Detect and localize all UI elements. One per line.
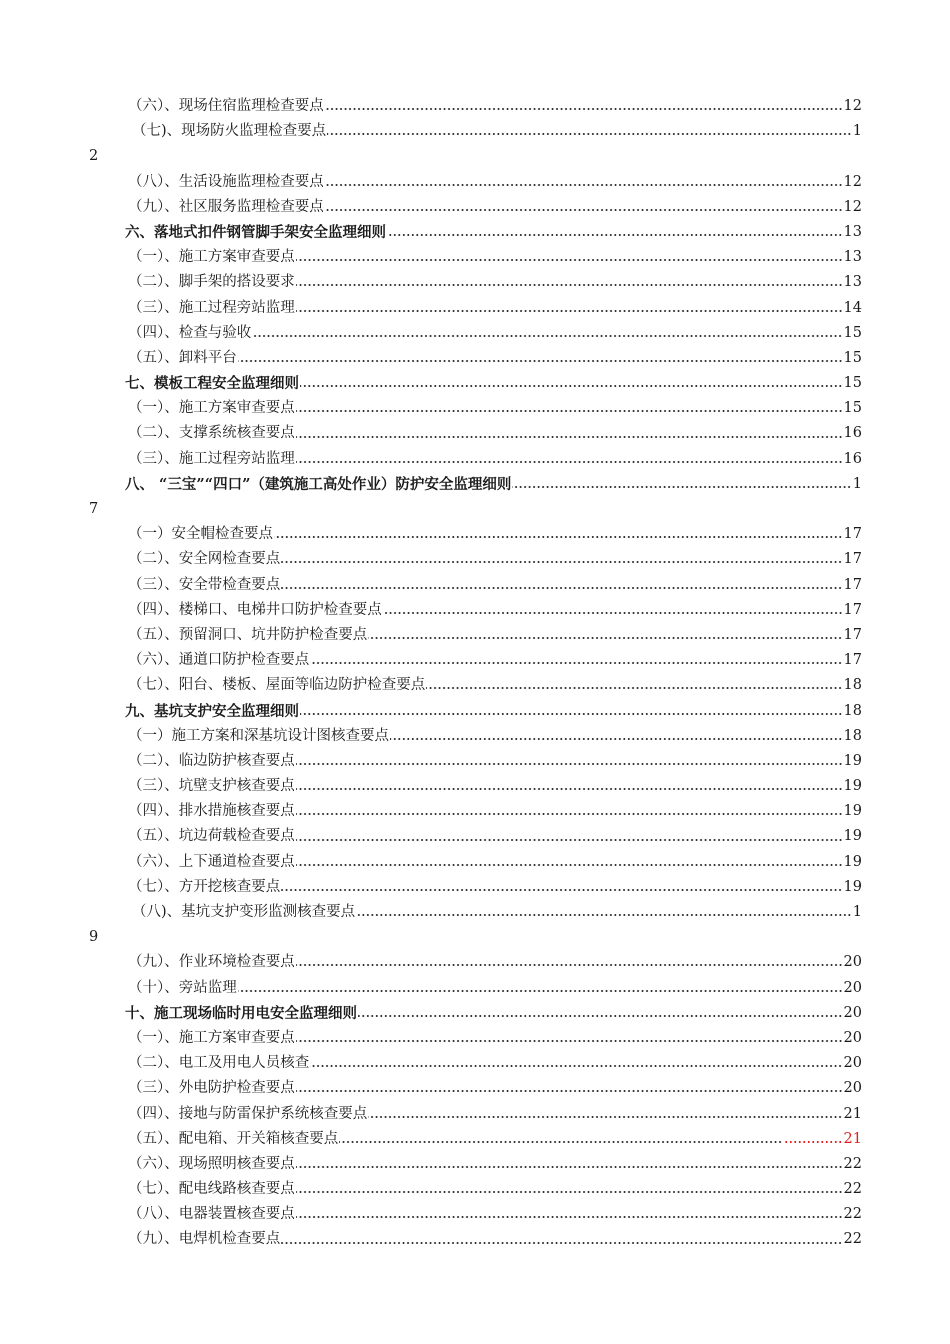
toc-entry-title: （一）、施工方案审查要点	[128, 1029, 295, 1046]
toc-entry-title: 六、落地式扣件钢管脚手架安全监理细则	[125, 223, 386, 241]
toc-dot-leader	[296, 1216, 843, 1218]
toc-page-number: 22	[843, 1155, 862, 1172]
toc-entry-line	[128, 1127, 862, 1152]
toc-section-entry[interactable]	[0, 94, 950, 119]
toc-page-number: 22	[843, 1181, 862, 1198]
toc-dot-leader	[296, 436, 843, 438]
toc-entry-title: （二）、电工及用电人员核查	[128, 1055, 310, 1072]
toc-page-number: 19	[843, 778, 862, 795]
toc-entry-title: （一）、施工方案审查要点	[128, 249, 295, 266]
toc-section-entry[interactable]	[0, 396, 950, 421]
toc-dot-leader	[281, 889, 842, 891]
toc-page-number-continued: 9	[89, 929, 99, 946]
toc-section-entry[interactable]	[0, 976, 950, 1001]
toc-dot-leader	[296, 284, 843, 286]
toc-section-entry[interactable]	[0, 270, 950, 295]
toc-entry-title: （二）、安全网检查要点	[128, 551, 281, 568]
toc-entry-title: （三）、安全带检查要点	[128, 576, 281, 593]
toc-dot-leader-highlight	[784, 1141, 844, 1143]
toc-chapter-entry[interactable]	[0, 1001, 950, 1026]
toc-page-number: 1	[852, 475, 862, 492]
toc-section-entry[interactable]	[0, 1177, 950, 1202]
toc-page-number: 13	[843, 274, 862, 291]
toc-dot-leader	[383, 612, 843, 614]
toc-entry-title: （六）、上下通道检查要点	[128, 853, 295, 870]
toc-entry-line	[128, 195, 862, 220]
toc-page-number: 19	[843, 878, 862, 895]
toc-entry-title: （五）、配电箱、开关箱核查要点	[128, 1130, 339, 1147]
toc-page-number: 15	[843, 324, 862, 341]
toc-page-number: 19	[843, 803, 862, 820]
toc-entry-title: 九、基坑支护安全监理细则	[125, 702, 299, 720]
toc-entry-line	[128, 547, 862, 572]
toc-entry-title: （四）、楼梯口、电梯井口防护检查要点	[128, 601, 382, 618]
toc-dot-leader	[390, 738, 843, 740]
toc-entry-line	[128, 94, 862, 119]
toc-section-entry[interactable]	[0, 421, 950, 446]
toc-entry-title: （六）、通道口防护检查要点	[128, 652, 310, 669]
toc-entry-line	[128, 1202, 862, 1227]
toc-page-number: 15	[843, 375, 862, 392]
toc-dot-leader	[296, 864, 843, 866]
toc-page-number: 19	[843, 853, 862, 870]
toc-entry-title: （一）、施工方案审查要点	[128, 400, 295, 417]
toc-dot-leader	[356, 914, 852, 916]
toc-chapter-entry[interactable]	[0, 371, 950, 396]
toc-entry-line	[128, 724, 862, 749]
toc-dot-leader	[296, 788, 843, 790]
toc-entry-line	[125, 472, 862, 497]
toc-page-number: 15	[843, 400, 862, 417]
toc-dot-leader	[426, 687, 842, 689]
toc-dot-leader	[512, 486, 851, 488]
toc-section-entry[interactable]	[0, 724, 950, 749]
toc-dot-leader	[296, 461, 843, 463]
toc-entry-line	[128, 573, 862, 598]
toc-entry-line	[128, 648, 862, 673]
toc-page-number: 13	[843, 223, 862, 240]
toc-entry-line	[125, 699, 862, 724]
toc-page-number: 18	[843, 727, 862, 744]
toc-page-number-continued: 7	[89, 501, 99, 517]
toc-page-number: 21	[843, 1105, 862, 1122]
toc-dot-leader	[238, 990, 843, 992]
toc-dot-leader	[296, 839, 843, 841]
toc-page-number: 17	[843, 652, 862, 669]
toc-dot-leader	[368, 637, 842, 639]
toc-entry-title: 七、模板工程安全监理细则	[125, 375, 299, 393]
toc-entry-title: （五）、坑边荷载检查要点	[128, 828, 295, 845]
toc-page-number: 17	[843, 551, 862, 568]
toc-dot-leader	[296, 1166, 843, 1168]
toc-entry-line	[125, 1001, 862, 1026]
toc-section-entry[interactable]	[0, 119, 950, 144]
toc-entry-title: （四）、接地与防雷保护系统核查要点	[128, 1105, 368, 1122]
toc-entry-line	[128, 598, 862, 623]
toc-page-number: 17	[843, 526, 862, 543]
toc-chapter-entry[interactable]	[0, 472, 950, 497]
toc-section-entry[interactable]	[0, 598, 950, 623]
toc-page-number: 20	[843, 979, 862, 996]
toc-entry-line	[128, 522, 862, 547]
toc-dot-leader	[296, 1040, 843, 1042]
toc-dot-leader	[300, 713, 843, 715]
toc-entry-title: 八、 “三宝”“四口”（建筑施工高处作业）防护安全监理细则	[125, 475, 512, 493]
toc-entry-title: （二）、脚手架的搭设要求	[128, 274, 295, 291]
toc-entry-title: （七）、方开挖核查要点	[128, 878, 281, 895]
toc-entry-title: （十）、旁站监理	[128, 979, 237, 996]
toc-dot-leader	[296, 310, 843, 312]
toc-page-number: 17	[843, 601, 862, 618]
toc-entry-line	[128, 623, 862, 648]
toc-section-entry[interactable]	[0, 321, 950, 346]
toc-section-entry[interactable]	[0, 296, 950, 321]
toc-dot-leader	[310, 1065, 842, 1067]
toc-page-number: 12	[843, 173, 862, 190]
toc-entry-title: （六）、现场住宿监理检查要点	[128, 98, 324, 114]
toc-entry-line	[128, 270, 862, 295]
toc-dot-leader	[281, 1242, 842, 1244]
toc-page-number: 18	[843, 702, 862, 719]
toc-section-entry[interactable]	[0, 1202, 950, 1227]
toc-entry-line	[128, 1051, 862, 1076]
toc-entry-title: （二）、临边防护核查要点	[128, 752, 295, 769]
toc-section-entry[interactable]	[0, 170, 950, 195]
toc-chapter-entry[interactable]	[0, 699, 950, 724]
toc-page-number: 14	[843, 299, 862, 316]
toc-entry-title: （八）、生活设施监理检查要点	[128, 173, 324, 190]
toc-entry-title: （一）安全帽检查要点	[128, 526, 273, 543]
toc-section-entry[interactable]	[0, 547, 950, 572]
table-of-contents	[0, 94, 950, 1253]
toc-dot-leader	[296, 964, 843, 966]
toc-entry-title: （三）、施工过程旁站监理	[128, 450, 295, 467]
toc-section-entry[interactable]	[0, 1026, 950, 1051]
toc-page-number: 20	[843, 1080, 862, 1097]
toc-page-number: 1	[852, 123, 862, 140]
toc-page-number-continued: 2	[89, 148, 99, 165]
toc-dot-leader	[325, 209, 843, 211]
toc-page-overflow	[0, 144, 950, 169]
toc-section-entry[interactable]	[0, 749, 950, 774]
toc-page-number: 20	[843, 1004, 862, 1021]
toc-section-entry[interactable]	[0, 447, 950, 472]
toc-section-entry[interactable]	[0, 1051, 950, 1076]
toc-entry-line	[128, 321, 862, 346]
toc-section-entry[interactable]	[0, 1102, 950, 1127]
toc-entry-title: （四）、排水措施核查要点	[128, 803, 295, 820]
toc-section-entry[interactable]	[0, 799, 950, 824]
toc-section-entry[interactable]	[0, 1127, 950, 1152]
toc-entry-line	[128, 296, 862, 321]
toc-page-number: 21	[843, 1130, 862, 1147]
toc-entry-title: （八)、基坑支护变形监测核查要点	[132, 904, 356, 920]
toc-page-number: 20	[843, 954, 862, 971]
toc-page-overflow	[0, 497, 950, 522]
toc-dot-leader	[296, 813, 843, 815]
toc-page-number: 12	[843, 198, 862, 215]
toc-section-entry[interactable]	[0, 875, 950, 900]
toc-section-entry[interactable]	[0, 1152, 950, 1177]
toc-section-entry[interactable]	[0, 824, 950, 849]
toc-page-number: 22	[843, 1231, 862, 1248]
toc-section-entry[interactable]	[0, 1076, 950, 1101]
toc-entry-line	[128, 749, 862, 774]
toc-section-entry[interactable]	[0, 673, 950, 698]
toc-dot-leader	[296, 1191, 843, 1193]
toc-section-entry[interactable]	[0, 900, 950, 925]
toc-section-entry[interactable]	[0, 623, 950, 648]
toc-entry-title: （九）、社区服务监理检查要点	[128, 198, 324, 215]
toc-entry-title: （一）施工方案和深基坑设计图核查要点	[128, 727, 389, 744]
toc-entry-line	[128, 1177, 862, 1202]
toc-entry-line	[128, 1026, 862, 1051]
toc-entry-line	[132, 119, 862, 144]
toc-section-entry[interactable]	[0, 774, 950, 799]
toc-entry-line	[128, 824, 862, 849]
toc-page-number: 19	[843, 752, 862, 769]
toc-dot-leader	[368, 1116, 842, 1118]
toc-dot-leader	[281, 561, 842, 563]
toc-entry-title: （七)、现场防火监理检查要点	[132, 123, 327, 140]
toc-page-number: 17	[843, 626, 862, 643]
toc-entry-title: （三）、坑壁支护核查要点	[128, 778, 295, 795]
toc-page-number: 16	[843, 425, 862, 442]
toc-entry-line	[128, 447, 862, 472]
toc-entry-line	[128, 1227, 862, 1252]
toc-entry-line	[128, 774, 862, 799]
toc-dot-leader	[252, 335, 842, 337]
toc-entry-title: （二）、支撑系统核查要点	[128, 425, 295, 442]
toc-dot-leader	[281, 587, 842, 589]
toc-entry-title: （五）、卸料平台	[128, 349, 237, 366]
toc-entry-line	[128, 421, 862, 446]
toc-entry-line	[128, 1076, 862, 1101]
toc-entry-line	[128, 170, 862, 195]
toc-page-number: 12	[843, 98, 862, 114]
toc-dot-leader	[358, 1015, 843, 1017]
toc-entry-line	[128, 875, 862, 900]
toc-page-number: 17	[843, 576, 862, 593]
toc-section-entry[interactable]	[0, 346, 950, 371]
toc-entry-line	[125, 220, 862, 245]
toc-dot-leader	[296, 1090, 843, 1092]
toc-section-entry[interactable]	[0, 1227, 950, 1252]
toc-dot-leader	[325, 108, 843, 110]
toc-entry-title: （四）、检查与验收	[128, 324, 252, 341]
toc-dot-leader	[387, 234, 843, 236]
toc-dot-leader	[327, 133, 852, 135]
toc-entry-line	[128, 346, 862, 371]
toc-page-number: 20	[843, 1055, 862, 1072]
toc-page-number: 20	[843, 1029, 862, 1046]
toc-entry-line	[128, 799, 862, 824]
toc-entry-line	[128, 850, 862, 875]
toc-entry-title: （三）、施工过程旁站监理	[128, 299, 295, 316]
toc-section-entry[interactable]	[0, 573, 950, 598]
toc-page-overflow	[0, 925, 950, 950]
toc-chapter-entry[interactable]	[0, 220, 950, 245]
toc-entry-line	[128, 396, 862, 421]
toc-entry-title: （八）、电器装置核查要点	[128, 1206, 295, 1223]
toc-entry-line	[128, 673, 862, 698]
toc-section-entry[interactable]	[0, 950, 950, 975]
toc-entry-line	[125, 371, 862, 396]
toc-section-entry[interactable]	[0, 850, 950, 875]
toc-entry-line	[132, 900, 862, 925]
toc-entry-line	[128, 976, 862, 1001]
toc-section-entry[interactable]	[0, 648, 950, 673]
toc-section-entry[interactable]	[0, 522, 950, 547]
toc-page-number: 22	[843, 1206, 862, 1223]
toc-entry-title: （三）、外电防护检查要点	[128, 1080, 295, 1097]
toc-entry-title: 十、施工现场临时用电安全监理细则	[125, 1004, 357, 1022]
toc-entry-line	[128, 1102, 862, 1127]
toc-page-number: 1	[852, 904, 862, 920]
toc-page-number: 13	[843, 249, 862, 266]
toc-page-number: 19	[843, 828, 862, 845]
toc-page-number: 16	[843, 450, 862, 467]
toc-entry-line	[128, 245, 862, 270]
toc-entry-title: （九）、作业环境检查要点	[128, 954, 295, 971]
toc-dot-leader	[310, 662, 842, 664]
toc-section-entry[interactable]	[0, 245, 950, 270]
toc-dot-leader	[296, 410, 843, 412]
toc-dot-leader	[300, 385, 843, 387]
toc-entry-line	[128, 950, 862, 975]
toc-dot-leader	[339, 1141, 782, 1143]
toc-dot-leader	[296, 763, 843, 765]
toc-dot-leader	[296, 259, 843, 261]
toc-entry-title: （九）、电焊机检查要点	[128, 1231, 281, 1248]
toc-page-number: 15	[843, 349, 862, 366]
toc-dot-leader	[238, 360, 843, 362]
toc-entry-title: （六）、现场照明核查要点	[128, 1155, 295, 1172]
toc-dot-leader	[274, 536, 843, 538]
toc-entry-title: （七）、阳台、楼板、屋面等临边防护检查要点	[128, 677, 426, 694]
toc-entry-title: （七）、配电线路核查要点	[128, 1181, 295, 1198]
toc-section-entry[interactable]	[0, 195, 950, 220]
toc-page-number: 18	[843, 677, 862, 694]
toc-dot-leader	[325, 184, 843, 186]
toc-entry-line	[128, 1152, 862, 1177]
toc-entry-title: （五）、预留洞口、坑井防护检查要点	[128, 626, 368, 643]
